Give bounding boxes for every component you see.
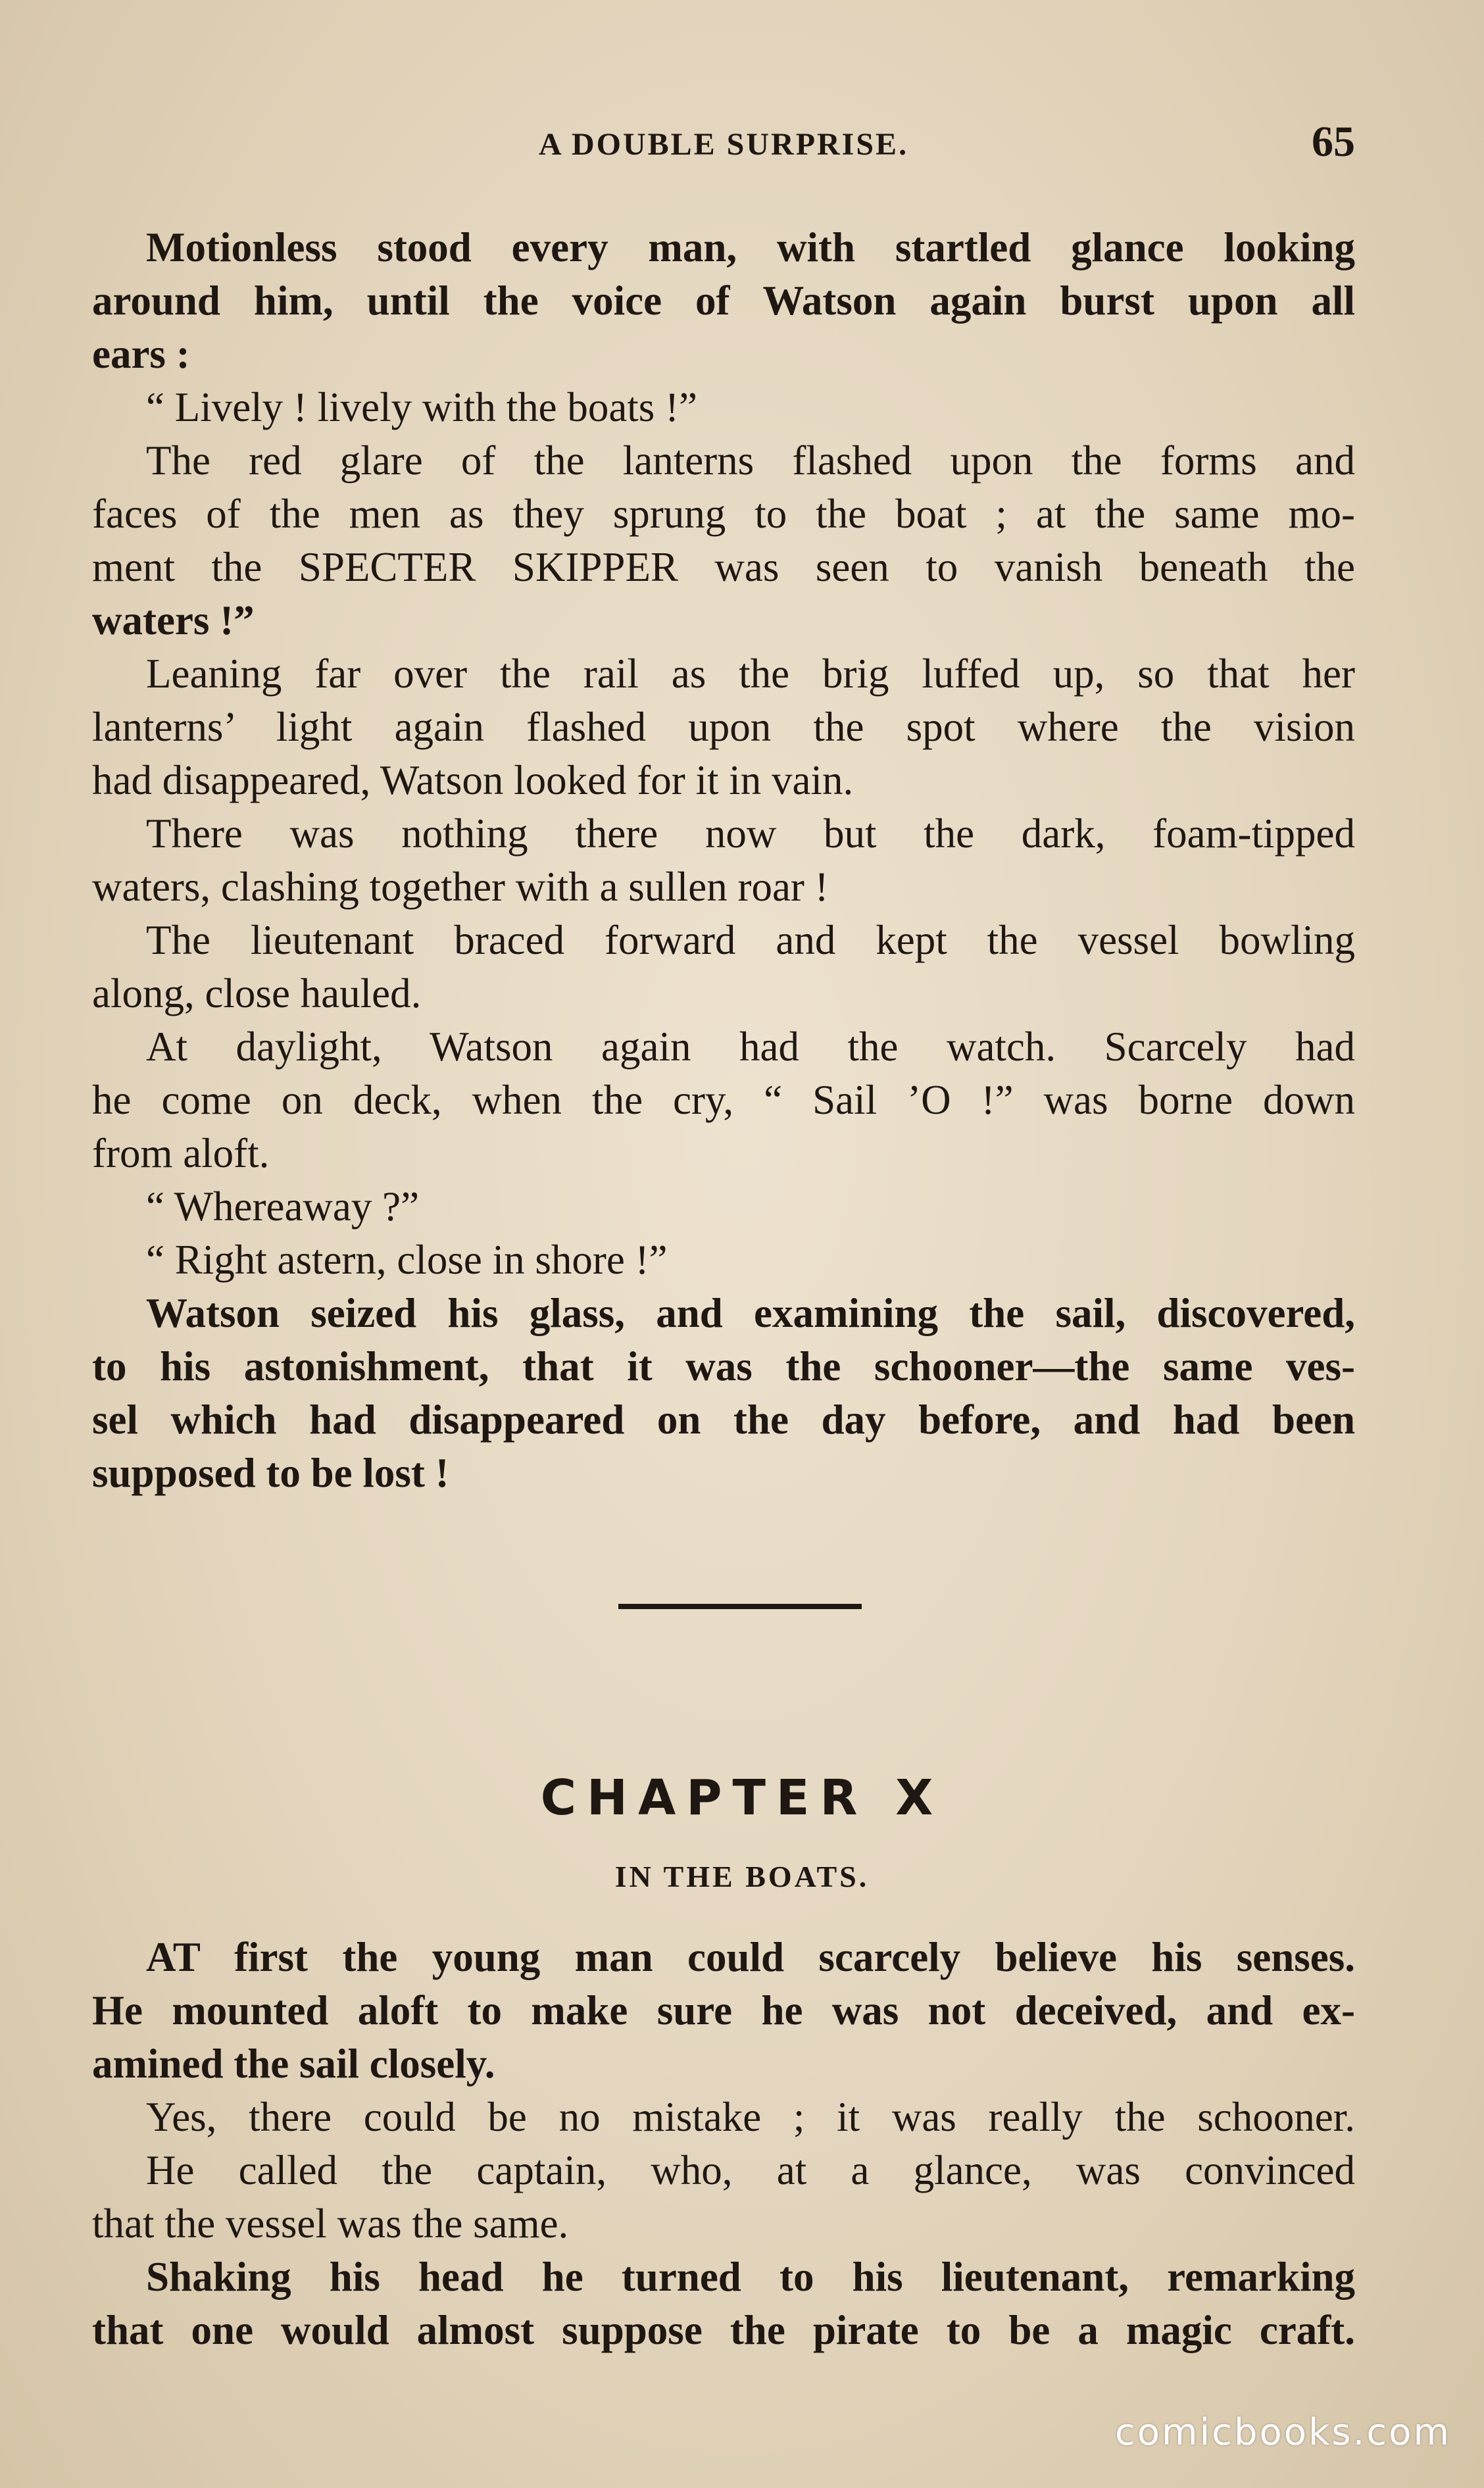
text-line: from aloft. — [92, 1130, 270, 1176]
watermark: comicbooks.com — [1114, 2411, 1451, 2454]
text-line: He called the captain, who, at a glance, was convinced — [146, 2147, 1355, 2193]
text-line: waters !” — [92, 597, 255, 643]
text-line: he come on deck, when the cry, “ Sail ’O !” was borne down — [92, 1077, 1355, 1123]
text-line: lanterns’ light again flashed upon the spot where the vision — [92, 704, 1355, 750]
text-line: amined the sail closely. — [92, 2041, 495, 2087]
text-line: that the vessel was the same. — [92, 2201, 569, 2247]
text-line: The lieutenant braced forward and kept the vessel bowling — [146, 917, 1355, 963]
text-line: ment the SPECTER SKIPPER was seen to vanish beneath the — [92, 544, 1355, 590]
text-line: that one would almost suppose the pirate to be a magic craft. — [92, 2307, 1355, 2353]
text-line: Shaking his head he turned to his lieutenant, remarking — [146, 2254, 1355, 2300]
section-divider — [618, 1604, 862, 1609]
text-line: Leaning far over the rail as the brig luffed up, so that her — [146, 651, 1355, 697]
text-line: “ Whereaway ?” — [146, 1183, 420, 1230]
text-line: around him, until the voice of Watson again burst upon all — [92, 278, 1355, 324]
text-line: He mounted aloft to make sure he was not deceived, and ex- — [92, 1987, 1355, 2033]
text-line: “ Lively ! lively with the boats !” — [146, 384, 698, 430]
text-line: There was nothing there now but the dark, foam-tipped — [146, 810, 1355, 857]
text-line: had disappeared, Watson looked for it in vain. — [92, 757, 854, 803]
text-line: AT first the young man could scarcely believe his senses. — [146, 1934, 1355, 1980]
chapter-subtitle: IN THE BOATS. — [614, 1860, 870, 1893]
text-line: faces of the men as they sprung to the boat ; at the same mo- — [92, 491, 1355, 537]
text-line: waters, clashing together with a sullen roar ! — [92, 864, 829, 910]
text-line: Motionless stood every man, with startled glance looking — [146, 224, 1355, 270]
text-line: ears : — [92, 331, 190, 377]
text-line: along, close hauled. — [92, 970, 422, 1016]
body-text-bottom — [92, 1931, 1355, 2357]
chapter-title: CHAPTER X — [540, 1770, 944, 1826]
text-line: Watson seized his glass, and examining the sail, discovered, — [146, 1290, 1355, 1336]
text-line: supposed to be lost ! — [92, 1450, 449, 1496]
text-line: sel which had disappeared on the day before, and had been — [92, 1397, 1355, 1443]
text-line: “ Right astern, close in shore !” — [146, 1237, 668, 1283]
text-line: Yes, there could be no mistake ; it was really the schooner. — [146, 2094, 1355, 2140]
text-line: The red glare of the lanterns flashed upon the forms and — [146, 437, 1355, 484]
running-title: A DOUBLE SURPRISE. — [538, 127, 909, 162]
running-head — [92, 117, 1355, 170]
page-number: 65 — [1312, 118, 1355, 166]
text-line: At daylight, Watson again had the watch. Scarcely had — [146, 1024, 1355, 1070]
text-line: to his astonishment, that it was the schooner—the same ves- — [92, 1343, 1355, 1389]
body-text-top — [92, 221, 1355, 1500]
